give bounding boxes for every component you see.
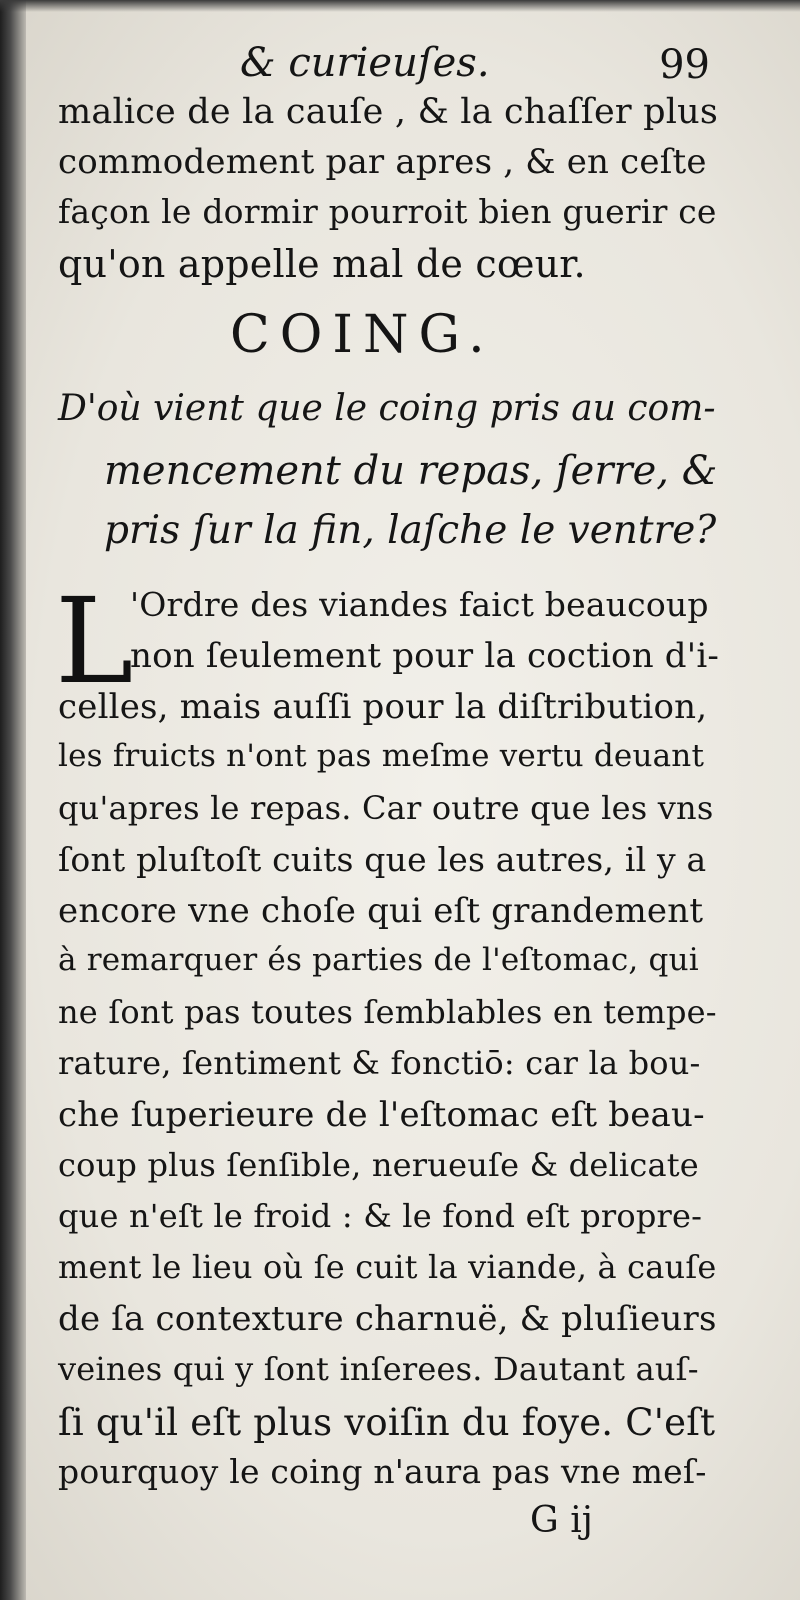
page-number: 99 [659, 42, 710, 88]
question-line: D'où vient que le coing pris au com- [58, 388, 716, 429]
text-line: qu'on appelle mal de cœur. [58, 242, 586, 286]
text-line: les fruicts n'ont pas meſme vertu deuant [58, 738, 705, 774]
text-line: non ſeulement pour la coction d'i- [130, 636, 720, 676]
text-line: façon le dormir pourroit bien guerir ce [58, 192, 717, 231]
text-line: à remarquer és parties de l'eſtomac, qui [58, 942, 699, 978]
text-line: ſont pluſtoſt cuits que les autres, il y a [58, 840, 707, 879]
text-line: encore vne choſe qui eſt grandement [58, 891, 704, 931]
question-line: mencement du repas, ſerre, & [104, 448, 718, 494]
drop-cap: L [55, 572, 134, 710]
text-line: rature, ſentiment & fonctiō: car la bou- [58, 1044, 701, 1082]
text-line: ne ſont pas toutes ſemblables en tempe- [58, 993, 717, 1031]
text-line: 'Ordre des viandes faict beaucoup [130, 585, 709, 624]
text-line: commodement par apres , & en ceſte [58, 142, 707, 182]
section-heading: COING. [230, 305, 495, 365]
text-line: che ſuperieure de l'eſtomac eſt beau- [58, 1095, 705, 1135]
binding-gutter [0, 0, 26, 1600]
text-line: malice de la cauſe , & la chaſſer plus [58, 92, 719, 132]
text-line: qu'apres le repas. Car outre que les vns [58, 789, 714, 827]
running-title: & curieuſes. [240, 40, 490, 86]
text-line: ment le lieu où ſe cuit la viande, à cauſe [58, 1248, 717, 1286]
text-line: ſi qu'il eſt plus voiſin du foye. C'eſt [58, 1401, 716, 1444]
page-header [60, 40, 720, 96]
text-line: de ſa contexture charnuë, & pluſieurs [58, 1299, 717, 1339]
text-line: pourquoy le coing n'aura pas vne meſ- [58, 1452, 707, 1491]
top-edge-shadow [0, 0, 800, 12]
question-line: pris ſur la fin, laſche le ventre? [104, 508, 717, 553]
text-line: que n'eſt le froid : & le fond eſt propre- [58, 1197, 703, 1235]
text-line: coup plus ſenſible, nerueuſe & delicate [58, 1146, 699, 1184]
signature-mark: G ij [530, 1500, 593, 1541]
text-line: veines qui y ſont inſerees. Dautant auſ- [58, 1350, 699, 1388]
text-line: celles, mais auſſi pour la diſtribution, [58, 687, 708, 727]
